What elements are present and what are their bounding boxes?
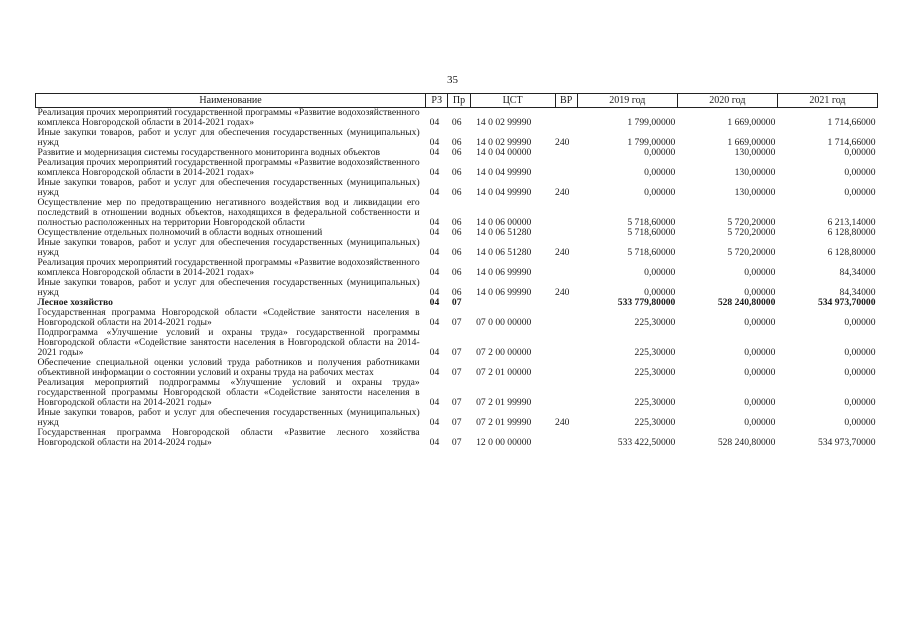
row-pr: 07	[451, 417, 462, 428]
row-rz: 04	[429, 297, 440, 308]
table-row	[36, 198, 878, 228]
header-name: Наименование	[36, 94, 426, 108]
header-2020: 2020 год	[677, 94, 777, 108]
row-value-2021: 534 973,70000	[817, 437, 876, 448]
row-value-2021: 534 973,70000	[817, 297, 876, 308]
row-value-2019: 0,00000	[644, 267, 676, 278]
row-value-2021: 0,00000	[844, 147, 876, 158]
row-value-2021: 6 128,80000	[827, 227, 876, 238]
table-row	[36, 378, 878, 408]
row-value-2019: 0,00000	[644, 167, 676, 178]
row-value-2021: 1 714,66000	[827, 137, 876, 148]
header-2021: 2021 год	[777, 94, 877, 108]
row-name: Подпрограмма «Улучшение условий и охраны труда» государственной программы Новгородской области «Содействие занятости населения в Новгородской области на 2014-2021 годы»	[37, 327, 420, 358]
row-value-2019: 1 799,00000	[627, 137, 676, 148]
row-cst: 07 2 01 99990	[476, 417, 532, 428]
row-value-2020: 5 720,20000	[727, 227, 776, 238]
row-value-2019: 0,00000	[644, 287, 676, 298]
row-vr	[555, 108, 577, 129]
row-rz: 04	[429, 267, 440, 278]
row-value-2020: 0,00000	[744, 267, 776, 278]
header-pr: Пр	[448, 94, 470, 108]
row-rz: 04	[429, 217, 440, 228]
row-name: Иные закупки товаров, работ и услуг для обеспечения государственных (муниципальных) нужд	[37, 127, 420, 148]
row-cst: 14 0 04 99990	[476, 167, 532, 178]
row-cst: 14 0 06 00000	[476, 217, 532, 228]
row-cst: 07 2 01 00000	[476, 367, 532, 378]
table-row	[36, 308, 878, 328]
row-pr: 07	[451, 317, 462, 328]
row-value-2019: 5 718,60000	[627, 247, 676, 258]
row-vr: 240	[555, 137, 570, 148]
table-body	[36, 108, 878, 449]
row-vr	[555, 378, 577, 408]
row-value-2021: 0,00000	[844, 167, 876, 178]
row-pr: 06	[451, 227, 462, 238]
row-name: Реализация прочих мероприятий государственной программы «Развитие водохозяйственного комплекса Новгородской области в 2014-2021 годах»	[37, 257, 420, 278]
header-rz: РЗ	[426, 94, 448, 108]
row-pr: 06	[451, 137, 462, 148]
row-vr	[555, 428, 577, 448]
row-value-2020: 130,00000	[734, 147, 776, 158]
row-pr: 06	[451, 187, 462, 198]
row-value-2020: 0,00000	[744, 367, 776, 378]
row-value-2020: 5 720,20000	[727, 247, 776, 258]
row-cst: 12 0 00 00000	[476, 437, 532, 448]
row-rz: 04	[429, 437, 440, 448]
row-pr: 06	[451, 287, 462, 298]
row-vr: 240	[555, 287, 570, 298]
row-value-2021: 1 714,66000	[827, 117, 876, 128]
row-value-2020: 0,00000	[744, 317, 776, 328]
row-value-2021: 0,00000	[844, 397, 876, 408]
row-value-2020: 528 240,80000	[717, 297, 776, 308]
row-value-2019: 225,30000	[634, 397, 676, 408]
header-2019: 2019 год	[577, 94, 677, 108]
row-rz: 04	[429, 317, 440, 328]
row-vr	[555, 308, 577, 328]
table-header-row	[36, 94, 878, 108]
row-cst: 07 2 00 00000	[476, 347, 532, 358]
row-value-2019: 5 718,60000	[627, 227, 676, 238]
table-row	[36, 158, 878, 178]
row-rz: 04	[429, 117, 440, 128]
row-value-2021: 0,00000	[844, 317, 876, 328]
row-value-2021: 0,00000	[844, 417, 876, 428]
row-name: Осуществление отдельных полномочий в области водных отношений	[37, 227, 323, 238]
row-name: Развитие и модернизация системы государственного мониторинга водных объектов	[37, 147, 381, 158]
row-vr	[555, 198, 577, 228]
table-row	[36, 238, 878, 258]
row-value-2019: 225,30000	[634, 417, 676, 428]
row-rz: 04	[429, 397, 440, 408]
row-value-2021: 0,00000	[844, 347, 876, 358]
row-vr	[555, 158, 577, 178]
header-cst: ЦСТ	[470, 94, 555, 108]
row-vr: 240	[555, 417, 570, 428]
row-value-2020: 0,00000	[744, 287, 776, 298]
page-number: 35	[447, 74, 458, 86]
row-name: Иные закупки товаров, работ и услуг для обеспечения государственных (муниципальных) нужд	[37, 277, 420, 298]
row-value-2019: 225,30000	[634, 367, 676, 378]
budget-table	[35, 93, 878, 448]
row-pr: 06	[451, 267, 462, 278]
row-rz: 04	[429, 227, 440, 238]
row-name: Иные закупки товаров, работ и услуг для обеспечения государственных (муниципальных) нужд	[37, 177, 420, 198]
row-value-2021: 84,34000	[839, 267, 876, 278]
row-value-2019: 0,00000	[644, 187, 676, 198]
row-pr: 07	[451, 437, 462, 448]
row-name: Обеспечение специальной оценки условий труда работников и получения работниками объективной информации о состоянии условий и охраны труда на рабочих местах	[37, 357, 420, 378]
row-cst: 14 0 02 99990	[476, 117, 532, 128]
row-cst: 07 2 01 99990	[476, 397, 532, 408]
row-value-2019: 5 718,60000	[627, 217, 676, 228]
row-cst: 14 0 06 51280	[476, 247, 532, 258]
row-value-2020: 1 669,00000	[727, 117, 776, 128]
row-cst	[470, 298, 555, 308]
row-pr: 07	[451, 297, 462, 308]
row-value-2019: 225,30000	[634, 317, 676, 328]
row-name: Осуществление мер по предотвращению негативного воздействия вод и ликвидации его последствий в отношении водных объектов, находящихся в федеральной собственности и полностью расположенных на территории Новгородской области	[37, 197, 420, 228]
row-vr	[555, 328, 577, 358]
row-value-2021: 6 128,80000	[827, 247, 876, 258]
row-rz: 04	[429, 417, 440, 428]
row-value-2021: 84,34000	[839, 287, 876, 298]
row-rz: 04	[429, 287, 440, 298]
row-pr: 06	[451, 147, 462, 158]
row-rz: 04	[429, 367, 440, 378]
row-pr: 06	[451, 117, 462, 128]
row-vr	[555, 258, 577, 278]
row-rz: 04	[429, 347, 440, 358]
row-cst: 14 0 06 99990	[476, 267, 532, 278]
row-pr: 07	[451, 397, 462, 408]
row-cst: 14 0 06 99990	[476, 287, 532, 298]
row-pr: 06	[451, 217, 462, 228]
row-value-2019: 1 799,00000	[627, 117, 676, 128]
table-row	[36, 358, 878, 378]
row-value-2020: 5 720,20000	[727, 217, 776, 228]
row-value-2019: 225,30000	[634, 347, 676, 358]
row-name: Реализация прочих мероприятий государственной программы «Развитие водохозяйственного комплекса Новгородской области в 2014-2021 годах»	[37, 107, 420, 128]
row-vr	[555, 298, 577, 308]
row-value-2019: 533 422,50000	[617, 437, 676, 448]
row-value-2020: 0,00000	[744, 397, 776, 408]
table-row	[36, 108, 878, 129]
row-cst: 14 0 04 00000	[476, 147, 532, 158]
row-rz: 04	[429, 187, 440, 198]
table-row	[36, 178, 878, 198]
row-name: Государственная программа Новгородской области «Развитие лесного хозяйства Новгородской области на 2014-2024 годы»	[37, 427, 420, 448]
row-name: Иные закупки товаров, работ и услуг для обеспечения государственных (муниципальных) нужд	[37, 407, 420, 428]
row-cst: 07 0 00 00000	[476, 317, 532, 328]
row-vr	[555, 148, 577, 158]
row-value-2020: 1 669,00000	[727, 137, 776, 148]
table-row	[36, 428, 878, 448]
row-name: Лесное хозяйство	[37, 297, 113, 308]
row-vr	[555, 228, 577, 238]
row-vr: 240	[555, 187, 570, 198]
row-name: Реализация мероприятий подпрограммы «Улучшение условий и охраны труда» государственной программы Новгородской области «Содействие занятости населения в Новгородской области на 2014-2021 годы»	[37, 377, 420, 408]
row-value-2020: 0,00000	[744, 347, 776, 358]
row-pr: 06	[451, 247, 462, 258]
row-pr: 06	[451, 167, 462, 178]
row-cst: 14 0 02 99990	[476, 137, 532, 148]
row-cst: 14 0 04 99990	[476, 187, 532, 198]
row-rz: 04	[429, 137, 440, 148]
row-pr: 07	[451, 367, 462, 378]
row-name: Иные закупки товаров, работ и услуг для обеспечения государственных (муниципальных) нужд	[37, 237, 420, 258]
row-cst: 14 0 06 51280	[476, 227, 532, 238]
table-row	[36, 278, 878, 298]
row-vr: 240	[555, 247, 570, 258]
row-name: Реализация прочих мероприятий государственной программы «Развитие водохозяйственного комплекса Новгородской области в 2014-2021 годах»	[37, 157, 420, 178]
row-value-2021: 0,00000	[844, 367, 876, 378]
table-row	[36, 328, 878, 358]
row-rz: 04	[429, 167, 440, 178]
row-value-2020: 528 240,80000	[717, 437, 776, 448]
row-rz: 04	[429, 247, 440, 258]
header-vr: ВР	[555, 94, 577, 108]
row-value-2020: 130,00000	[734, 167, 776, 178]
row-vr	[555, 358, 577, 378]
table-row	[36, 408, 878, 428]
row-name: Государственная программа Новгородской области «Содействие занятости населения в Новгородской области на 2014-2021 годы»	[37, 307, 420, 328]
row-pr: 07	[451, 347, 462, 358]
row-value-2020: 0,00000	[744, 417, 776, 428]
table-row	[36, 258, 878, 278]
row-value-2019: 0,00000	[644, 147, 676, 158]
row-value-2021: 6 213,14000	[827, 217, 876, 228]
row-value-2019: 533 779,80000	[617, 297, 676, 308]
row-rz: 04	[429, 147, 440, 158]
row-value-2021: 0,00000	[844, 187, 876, 198]
row-value-2020: 130,00000	[734, 187, 776, 198]
table-row	[36, 128, 878, 148]
